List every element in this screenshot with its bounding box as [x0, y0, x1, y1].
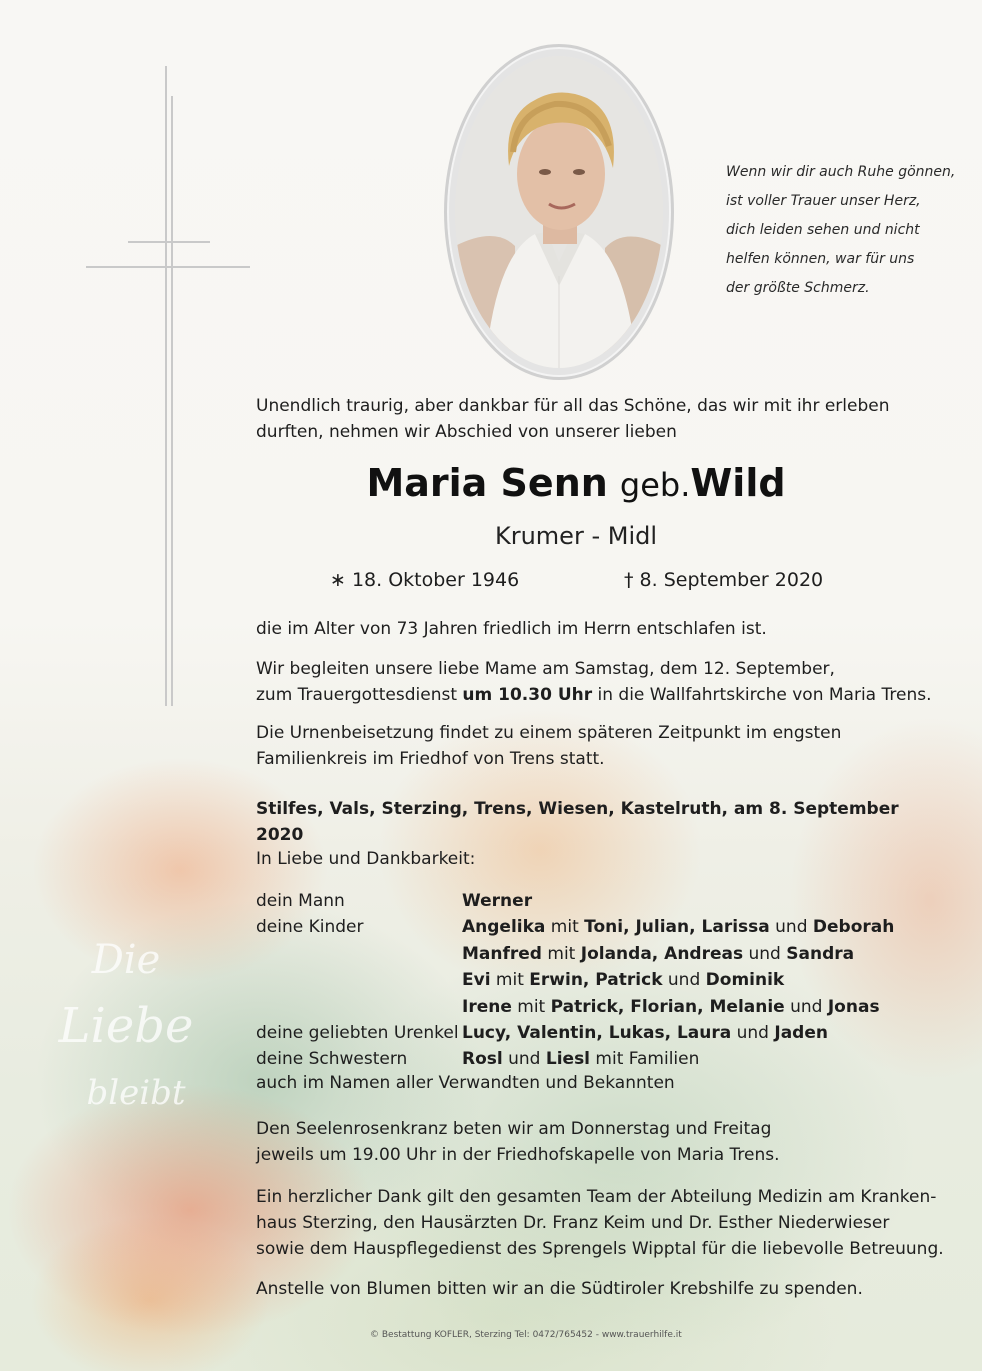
intro-text: [256, 393, 946, 445]
family-member-name: Deborah: [812, 917, 895, 938]
rosary-text: [256, 1116, 946, 1168]
deceased-nickname: Krumer - Midl: [494, 522, 658, 550]
closing-text: In Liebe und Dankbarkeit:: [256, 849, 476, 869]
family-connector: und: [784, 996, 828, 1017]
poem-line: helfen können, war für uns: [726, 251, 915, 267]
family-member-name: Manfred: [462, 943, 542, 964]
rosary-line: jeweils um 19.00 Uhr in der Friedhofskapelle von Maria Trens.: [256, 1145, 780, 1165]
birth-date: ∗ 18. Oktober 1946: [330, 569, 520, 591]
footer-credit: © Bestattung KOFLER, Sterzing Tel: 0472/765452 - www.trauerhilfe.it: [370, 1330, 682, 1340]
family-member-name: Patrick, Florian, Melanie: [550, 996, 785, 1017]
urn-text: [256, 720, 946, 772]
family-connector: und: [731, 1022, 775, 1043]
family-relation: deine Schwestern: [256, 1049, 408, 1070]
family-relation: dein Mann: [256, 891, 345, 911]
funeral-text-part: in die Wallfahrtskirche von Maria Trens.: [592, 685, 932, 705]
family-names: [462, 967, 784, 993]
family-connector: mit: [490, 970, 530, 991]
family-row: [256, 1020, 946, 1046]
family-row: [256, 967, 946, 993]
family-connector: mit: [545, 917, 585, 938]
family-names: [462, 914, 894, 940]
deceased-first-name: Maria Senn: [366, 461, 608, 505]
age-text: die im Alter von 73 Jahren friedlich im Herrn entschlafen ist.: [256, 619, 767, 639]
family-member-name: Jonas: [827, 996, 880, 1017]
thanks-line: sowie dem Hauspflegedienst des Sprengels Wipptal für die liebevolle Betreuung.: [256, 1239, 944, 1259]
death-date: † 8. September 2020: [624, 569, 824, 591]
family-member-name: Liesl: [545, 1049, 591, 1070]
thanks-line: Ein herzlicher Dank gilt den gesamten Team der Abteilung Medizin am Kranken-: [256, 1187, 937, 1207]
watermark-line: Liebe: [58, 998, 194, 1054]
portrait-photo: [455, 56, 663, 368]
poem-line: Wenn wir dir auch Ruhe gönnen,: [726, 164, 956, 180]
funeral-text-part: zum Trauergottesdienst: [256, 685, 463, 705]
family-member-name: Jaden: [774, 1022, 828, 1043]
poem-line: ist voller Trauer unser Herz,: [726, 193, 921, 209]
thanks-text: [256, 1184, 946, 1262]
family-member-name: Irene: [462, 996, 512, 1017]
family-member-name: Toni, Julian, Larissa: [584, 917, 770, 938]
family-member-name: Sandra: [786, 943, 855, 964]
family-relation: deine Kinder: [256, 917, 364, 938]
family-list: [256, 888, 946, 1073]
family-names: [462, 1020, 828, 1046]
family-member-name: Jolanda, Andreas: [580, 943, 744, 964]
family-member-name: Evi: [462, 970, 491, 991]
rosary-line: Den Seelenrosenkranz beten wir am Donnerstag und Freitag: [256, 1119, 772, 1139]
poem: [726, 158, 966, 303]
watermark-line: bleibt: [86, 1073, 186, 1113]
thanks-line: haus Sterzing, den Hausärzten Dr. Franz Keim und Dr. Esther Niederwieser: [256, 1213, 890, 1233]
poem-line: dich leiden sehen und nicht: [726, 222, 920, 238]
deceased-maiden-name: Wild: [690, 461, 786, 505]
family-connector: und: [743, 943, 787, 964]
places-date: Stilfes, Vals, Sterzing, Trens, Wiesen, Kastelruth, am 8. September 2020: [256, 799, 899, 845]
intro-line: Unendlich traurig, aber dankbar für all das Schöne, das wir mit ihr erleben: [256, 396, 890, 416]
funeral-time: um 10.30 Uhr: [462, 685, 593, 705]
family-names: [462, 888, 532, 914]
watermark-line: Die: [91, 937, 161, 983]
family-member-name: Dominik: [705, 970, 785, 991]
funeral-line: Wir begleiten unsere liebe Mame am Samstag, dem 12. September,: [256, 659, 835, 679]
donation-text: Anstelle von Blumen bitten wir an die Südtiroler Krebshilfe zu spenden.: [256, 1279, 863, 1299]
family-names: [462, 941, 854, 967]
family-connector: mit: [511, 996, 551, 1017]
also-text: auch im Namen aller Verwandten und Bekannten: [256, 1073, 675, 1093]
family-relation: deine geliebten Urenkel: [256, 1022, 459, 1043]
funeral-line: [256, 682, 946, 708]
deceased-name: [256, 458, 896, 510]
family-names: [462, 1046, 699, 1072]
family-member-name: Erwin, Patrick: [529, 970, 663, 991]
family-member-name: Angelika: [462, 917, 546, 938]
family-row: [256, 994, 946, 1020]
watermark: [46, 932, 206, 1122]
poem-line: der größte Schmerz.: [726, 280, 870, 296]
family-member-name: Lucy, Valentin, Lukas, Laura: [462, 1022, 732, 1043]
family-connector: mit Familien: [590, 1049, 700, 1070]
family-connector: mit: [541, 943, 581, 964]
family-member-name: Werner: [462, 891, 533, 911]
family-row: [256, 888, 946, 914]
family-row: [256, 914, 946, 940]
urn-line: Die Urnenbeisetzung findet zu einem späteren Zeitpunkt im engsten: [256, 723, 842, 743]
family-connector: und: [769, 917, 813, 938]
family-member-name: Rosl: [462, 1049, 503, 1070]
funeral-text: [256, 656, 946, 708]
family-row: [256, 941, 946, 967]
intro-line: durften, nehmen wir Abschied von unserer lieben: [256, 422, 677, 442]
family-connector: und: [502, 1049, 546, 1070]
family-row: [256, 1046, 946, 1072]
urn-line: Familienkreis im Friedhof von Trens statt.: [256, 749, 605, 769]
family-connector: und: [662, 970, 706, 991]
birth-name-prefix: geb.: [619, 466, 691, 504]
family-names: [462, 994, 880, 1020]
